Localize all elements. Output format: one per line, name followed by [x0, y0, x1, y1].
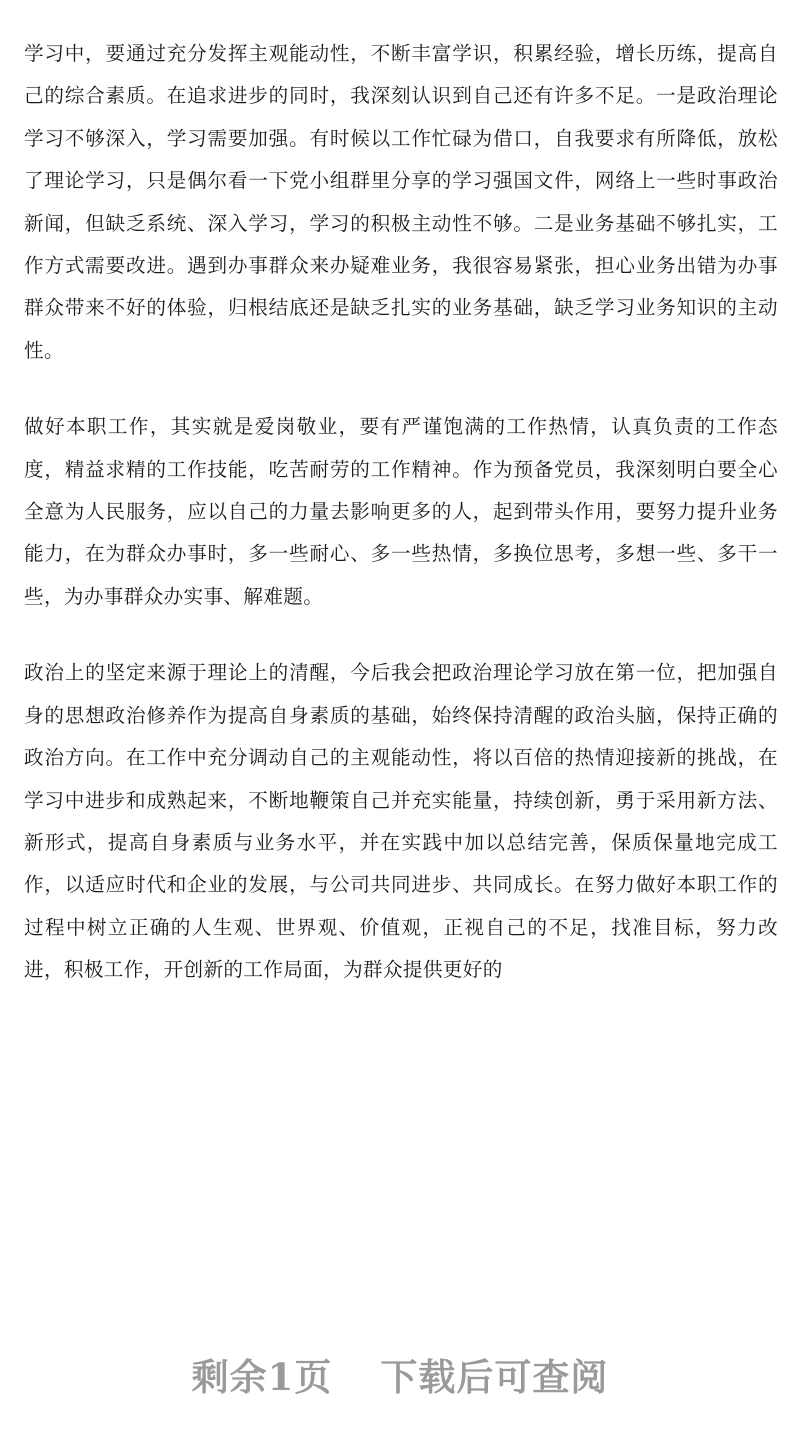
paragraph-2: 做好本职工作，其实就是爱岗敬业，要有严谨饱满的工作热情，认真负责的工作态度，精益求精的工作技能，吃苦耐劳的工作精神。作为预备党员，我深刻明白要全心全意为人民服务，应以自己的力量去影响更多的人，起到带头作用，要努力提升业务能力，在为群众办事时，多一些耐心、多一些热情，多换位思考，多想一些、多干一些，为办事群众办实事、解难题。	[24, 415, 778, 608]
remaining-pages-text: 剩余1页	[191, 1355, 333, 1399]
paragraph-1: 学习中，要通过充分发挥主观能动性，不断丰富学识，积累经验，增长历练，提高自己的综合素质。在追求进步的同时，我深刻认识到自己还有许多不足。一是政治理论学习不够深入，学习需要加强。有时候以工作忙碌为借口，自我要求有所降低，放松了理论学习，只是偶尔看一下党小组群里分享的学习强国文件，网络上一些时事政治新闻，但缺乏系统、深入学习，学习的积极主动性不够。二是业务基础不够扎实，工作方式需要改进。遇到办事群众来办疑难业务，我很容易紧张，担心业务出错为办事群众带来不好的体验，归根结底还是缺乏扎实的业务基础，缺乏学习业务知识的主动性。	[24, 42, 778, 362]
document-body	[24, 33, 778, 992]
preview-limit-banner[interactable]	[0, 1344, 800, 1404]
paragraph-3: 政治上的坚定来源于理论上的清醒，今后我会把政治理论学习放在第一位，把加强自身的思想政治修养作为提高自身素质的基础，始终保持清醒的政治头脑，保持正确的政治方向。在工作中充分调动自己的主观能动性，将以百倍的热情迎接新的挑战，在学习中进步和成熟起来，不断地鞭策自己并充实能量，持续创新，勇于采用新方法、新形式，提高自身素质与业务水平，并在实践中加以总结完善，保质保量地完成工作，以适应时代和企业的发展，与公司共同进步、共同成长。在努力做好本职工作的过程中树立正确的人生观、世界观、价值观，正视自己的不足，找准目标，努力改进，积极工作，开创新的工作局面，为群众提供更好的	[24, 661, 778, 982]
download-prompt-text[interactable]: 下载后可查阅	[380, 1355, 609, 1399]
